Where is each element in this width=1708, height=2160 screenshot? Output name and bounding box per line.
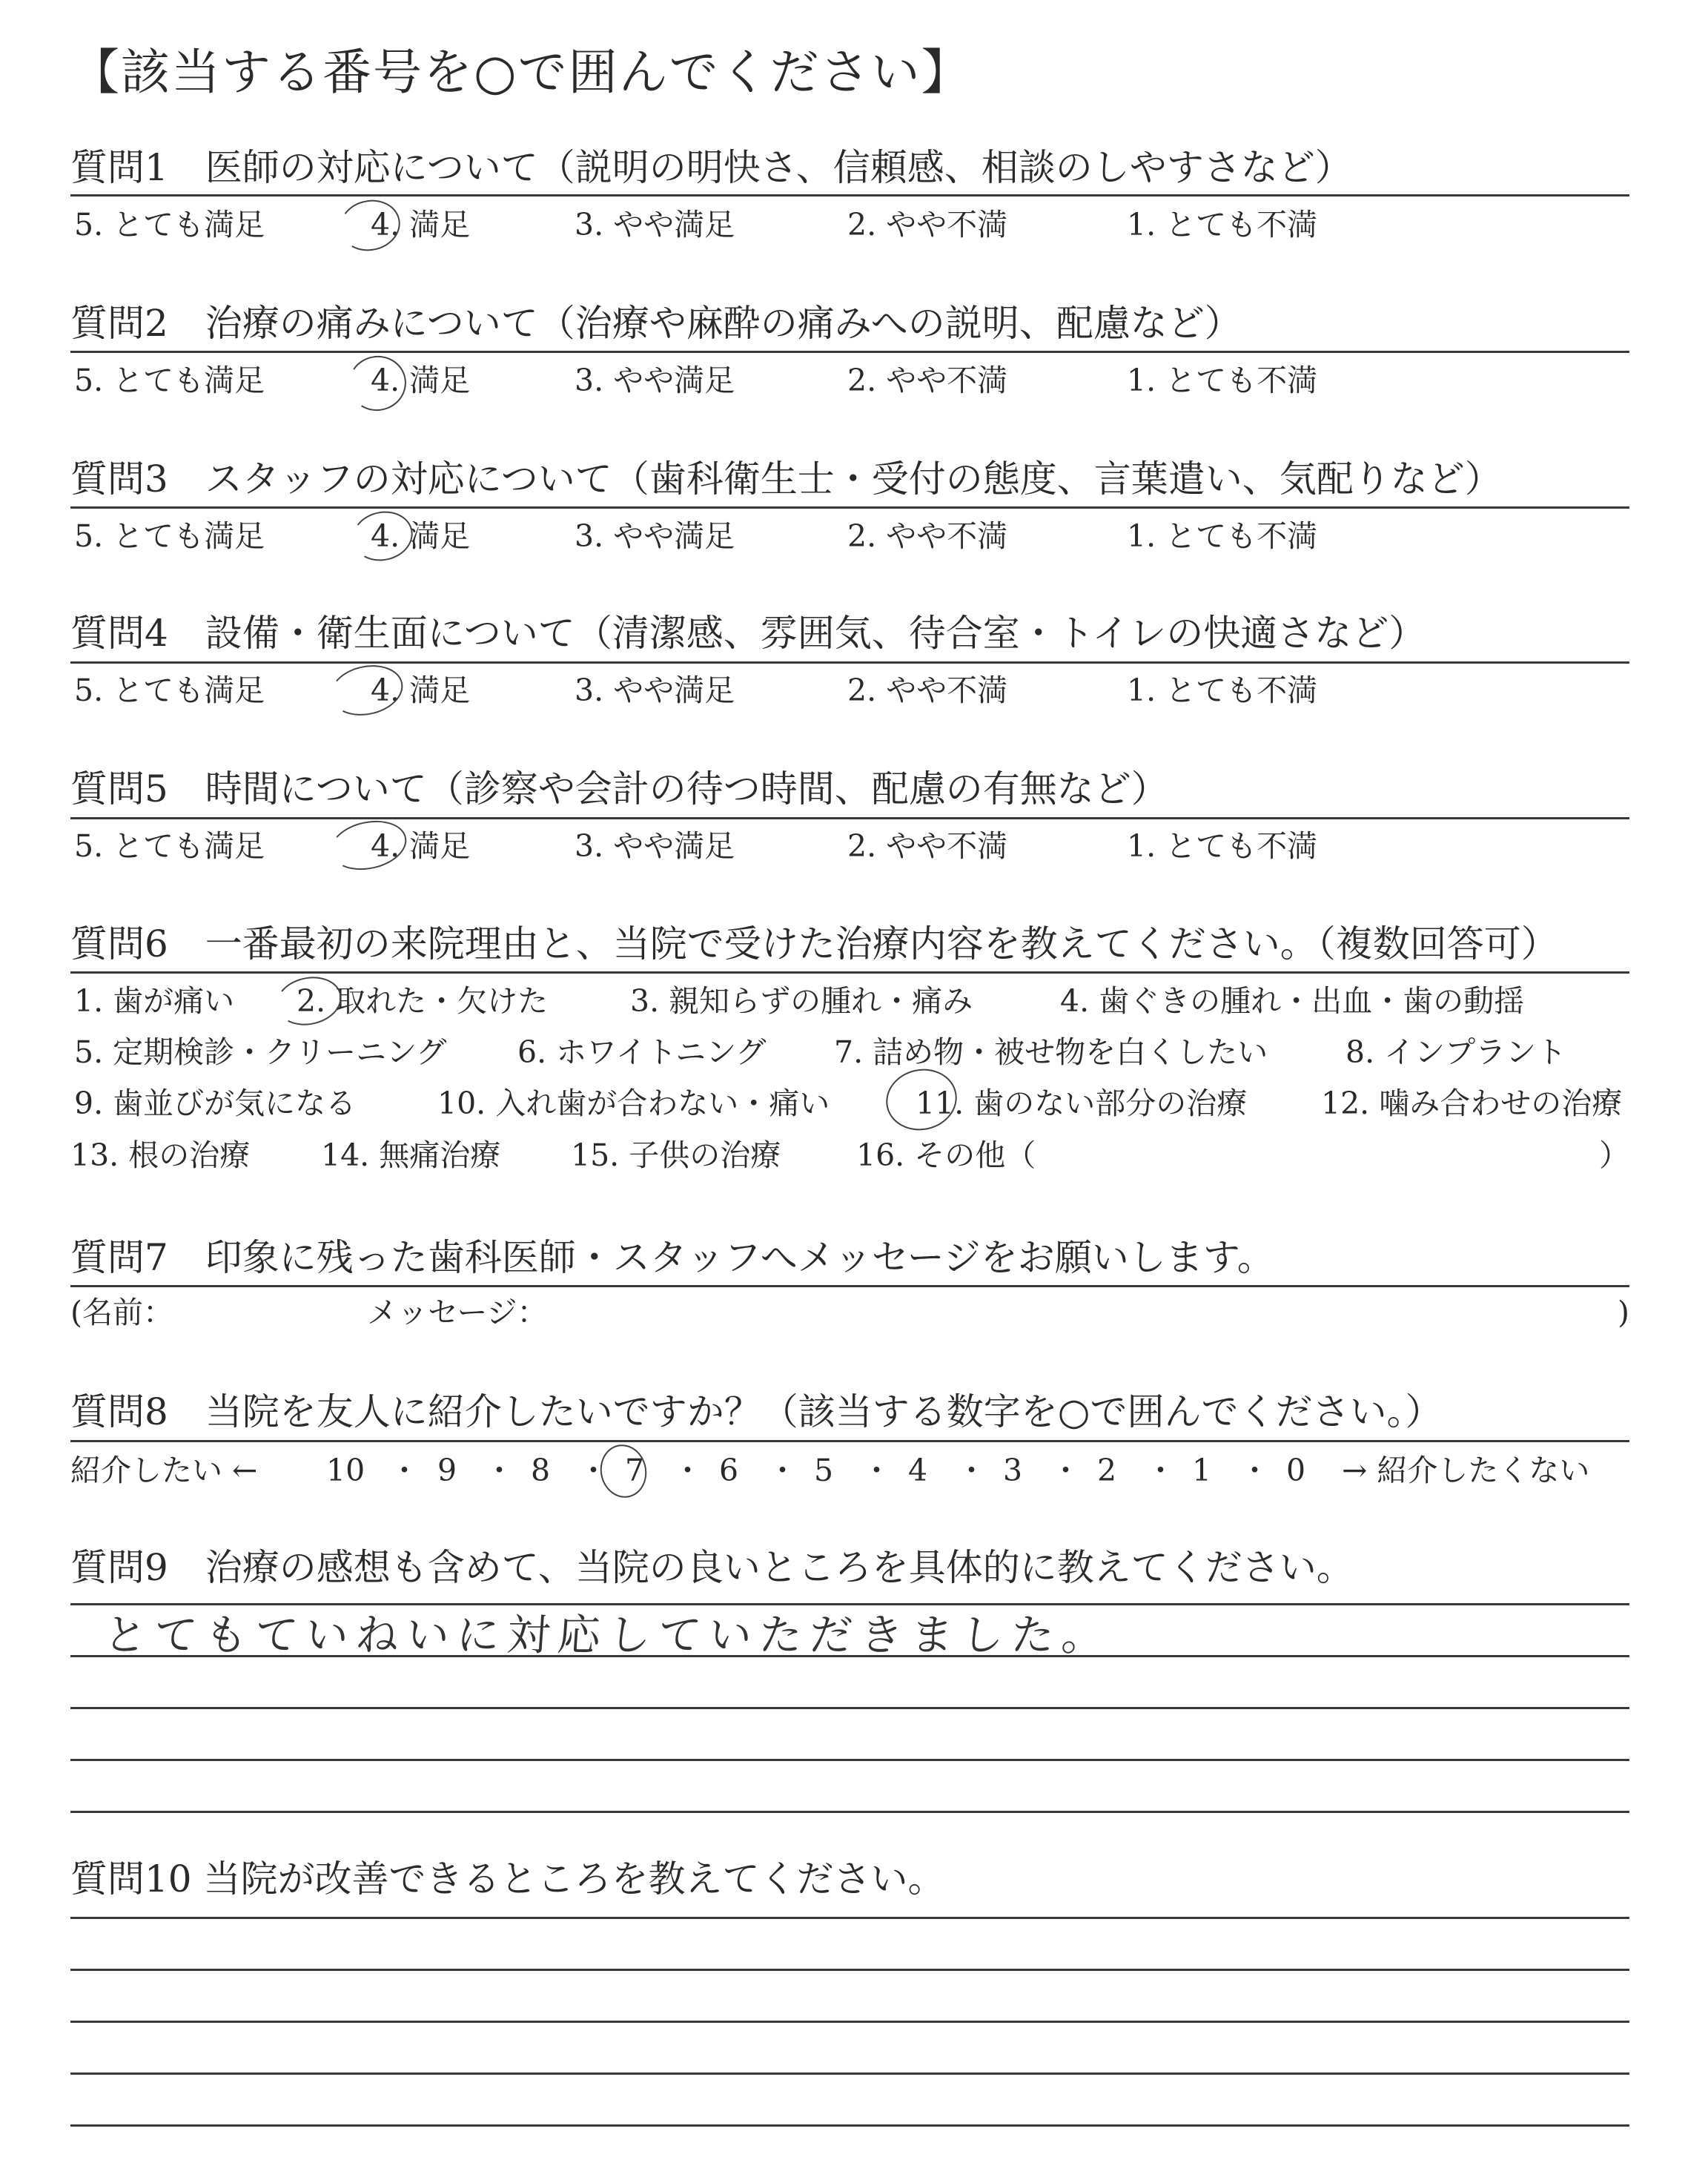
option-gum-bleeding[interactable]: 4. 歯ぐきの腫れ・出血・歯の動揺: [1060, 983, 1525, 1019]
option-missing-tooth-treatment[interactable]: 11. 歯のない部分の治療: [916, 1086, 1248, 1121]
scale-separator: ・: [578, 1453, 609, 1488]
scale-separator: ・: [1239, 1453, 1270, 1488]
question-4-title: 質問4 設備・衛生面について（清潔感、雰囲気、待合室・トイレの快適さなど）: [70, 612, 1426, 655]
option-very-dissatisfied[interactable]: 1. とても不満: [1127, 207, 1318, 242]
option-satisfied[interactable]: 4. 満足: [371, 207, 471, 242]
option-very-satisfied[interactable]: 5. とても満足: [74, 828, 265, 864]
answer-line: [70, 1707, 1629, 1709]
scale-value-1[interactable]: 1: [1192, 1453, 1212, 1488]
scale-value-0[interactable]: 0: [1286, 1453, 1306, 1488]
answer-line: [70, 2073, 1629, 2075]
option-very-dissatisfied[interactable]: 1. とても不満: [1127, 518, 1318, 554]
name-label: (名前：: [70, 1295, 173, 1330]
option-alignment[interactable]: 9. 歯並びが気になる: [74, 1086, 357, 1121]
question-5-title: 質問5 時間について（診察や会計の待つ時間、配慮の有無など）: [70, 767, 1168, 810]
scale-value-10[interactable]: 10: [326, 1453, 365, 1488]
option-satisfied[interactable]: 4. 満足: [371, 828, 471, 864]
option-very-satisfied[interactable]: 5. とても満足: [74, 363, 265, 398]
option-root-canal[interactable]: 13. 根の治療: [70, 1137, 251, 1173]
option-somewhat-satisfied[interactable]: 3. やや満足: [575, 828, 735, 864]
question-8-title: 質問8 当院を友人に紹介したいですか？（該当する数字を○で囲んでください。）: [70, 1390, 1443, 1433]
answer-line: [70, 1917, 1629, 1919]
question-2-title: 質問2 治療の痛みについて（治療や麻酔の痛みへの説明、配慮など）: [70, 302, 1242, 345]
option-somewhat-satisfied[interactable]: 3. やや満足: [575, 363, 735, 398]
scale-left-label: 紹介したい ←: [70, 1453, 258, 1488]
question-1-title: 質問1 医師の対応について（説明の明快さ、信頼感、相談のしやすさなど）: [70, 146, 1352, 189]
option-checkup-cleaning[interactable]: 5. 定期検診・クリーニング: [74, 1034, 447, 1070]
handwritten-answer: とてもていねいに対応していただきました。: [102, 1610, 1114, 1660]
scale-value-4[interactable]: 4: [908, 1453, 928, 1488]
scale-value-6[interactable]: 6: [719, 1453, 739, 1488]
option-wisdom-tooth[interactable]: 3. 親知らずの腫れ・痛み: [630, 983, 973, 1019]
scale-value-7[interactable]: 7: [625, 1453, 645, 1488]
scale-separator: ・: [861, 1453, 892, 1488]
question-10-title: 質問10 当院が改善できるところを教えてください。: [70, 1857, 945, 1900]
scale-value-9[interactable]: 9: [437, 1453, 457, 1488]
option-somewhat-dissatisfied[interactable]: 2. やや不満: [847, 207, 1008, 242]
question-7-title: 質問7 印象に残った歯科医師・スタッフへメッセージをお願いします。: [70, 1236, 1274, 1279]
option-satisfied[interactable]: 4. 満足: [371, 518, 471, 554]
option-somewhat-dissatisfied[interactable]: 2. やや不満: [847, 673, 1008, 708]
option-toothache[interactable]: 1. 歯が痛い: [74, 983, 235, 1019]
option-somewhat-dissatisfied[interactable]: 2. やや不満: [847, 518, 1008, 554]
scale-value-3[interactable]: 3: [1003, 1453, 1023, 1488]
option-somewhat-satisfied[interactable]: 3. やや満足: [575, 207, 735, 242]
other-close-paren: ）: [1599, 1137, 1629, 1173]
scale-separator: ・: [1145, 1453, 1176, 1488]
message-close-paren: ): [1618, 1295, 1629, 1330]
scale-separator: ・: [484, 1453, 514, 1488]
divider: [70, 817, 1629, 819]
answer-line: [70, 1969, 1629, 1971]
answer-line: [70, 1655, 1629, 1657]
option-somewhat-dissatisfied[interactable]: 2. やや不満: [847, 828, 1008, 864]
question-9-title: 質問9 治療の感想も含めて、当院の良いところを具体的に教えてください。: [70, 1546, 1354, 1589]
option-very-satisfied[interactable]: 5. とても満足: [74, 518, 265, 554]
option-other[interactable]: 16. その他（: [856, 1137, 1036, 1173]
option-very-satisfied[interactable]: 5. とても満足: [74, 207, 265, 242]
scale-separator: ・: [672, 1453, 703, 1488]
option-somewhat-satisfied[interactable]: 3. やや満足: [575, 518, 735, 554]
answer-line: [70, 1811, 1629, 1813]
page-heading: 【該当する番号を○で囲んでください】: [70, 44, 972, 101]
message-label: メッセージ：: [367, 1295, 548, 1330]
option-very-dissatisfied[interactable]: 1. とても不満: [1127, 828, 1318, 864]
scale-right-label: → 紹介したくない: [1342, 1453, 1590, 1488]
option-bite-treatment[interactable]: 12. 噛み合わせの治療: [1321, 1086, 1623, 1121]
divider: [70, 661, 1629, 664]
scale-value-5[interactable]: 5: [814, 1453, 834, 1488]
answer-line: [70, 2021, 1629, 2023]
option-painless-treatment[interactable]: 14. 無痛治療: [321, 1137, 501, 1173]
option-implant[interactable]: 8. インプラント: [1345, 1034, 1567, 1070]
option-satisfied[interactable]: 4. 満足: [371, 673, 471, 708]
option-very-dissatisfied[interactable]: 1. とても不満: [1127, 673, 1318, 708]
divider: [70, 1440, 1629, 1442]
divider: [70, 506, 1629, 509]
option-broken-chipped[interactable]: 2. 取れた・欠けた: [297, 983, 549, 1019]
answer-line: [70, 1759, 1629, 1761]
divider: [70, 971, 1629, 974]
scale-value-2[interactable]: 2: [1097, 1453, 1117, 1488]
scale-separator: ・: [389, 1453, 420, 1488]
scale-separator: ・: [767, 1453, 798, 1488]
answer-line: [70, 2124, 1629, 2127]
option-very-satisfied[interactable]: 5. とても満足: [74, 673, 265, 708]
scale-separator: ・: [956, 1453, 987, 1488]
divider: [70, 351, 1629, 353]
option-very-dissatisfied[interactable]: 1. とても不満: [1127, 363, 1318, 398]
question-3-title: 質問3 スタッフの対応について（歯科衛生士・受付の態度、言葉遣い、気配りなど）: [70, 458, 1502, 501]
question-6-title: 質問6 一番最初の来院理由と、当院で受けた治療内容を教えてください。（複数回答可）: [70, 922, 1558, 965]
answer-line: [70, 1603, 1629, 1605]
option-somewhat-satisfied[interactable]: 3. やや満足: [575, 673, 735, 708]
option-child-treatment[interactable]: 15. 子供の治療: [571, 1137, 781, 1173]
scale-value-8[interactable]: 8: [531, 1453, 551, 1488]
divider: [70, 1285, 1629, 1287]
option-dentures[interactable]: 10. 入れ歯が合わない・痛い: [437, 1086, 830, 1121]
scale-separator: ・: [1050, 1453, 1081, 1488]
option-somewhat-dissatisfied[interactable]: 2. やや不満: [847, 363, 1008, 398]
option-whitening[interactable]: 6. ホワイトニング: [517, 1034, 767, 1070]
option-satisfied[interactable]: 4. 満足: [371, 363, 471, 398]
divider: [70, 194, 1629, 196]
option-white-fillings[interactable]: 7. 詰め物・被せ物を白くしたい: [834, 1034, 1268, 1070]
